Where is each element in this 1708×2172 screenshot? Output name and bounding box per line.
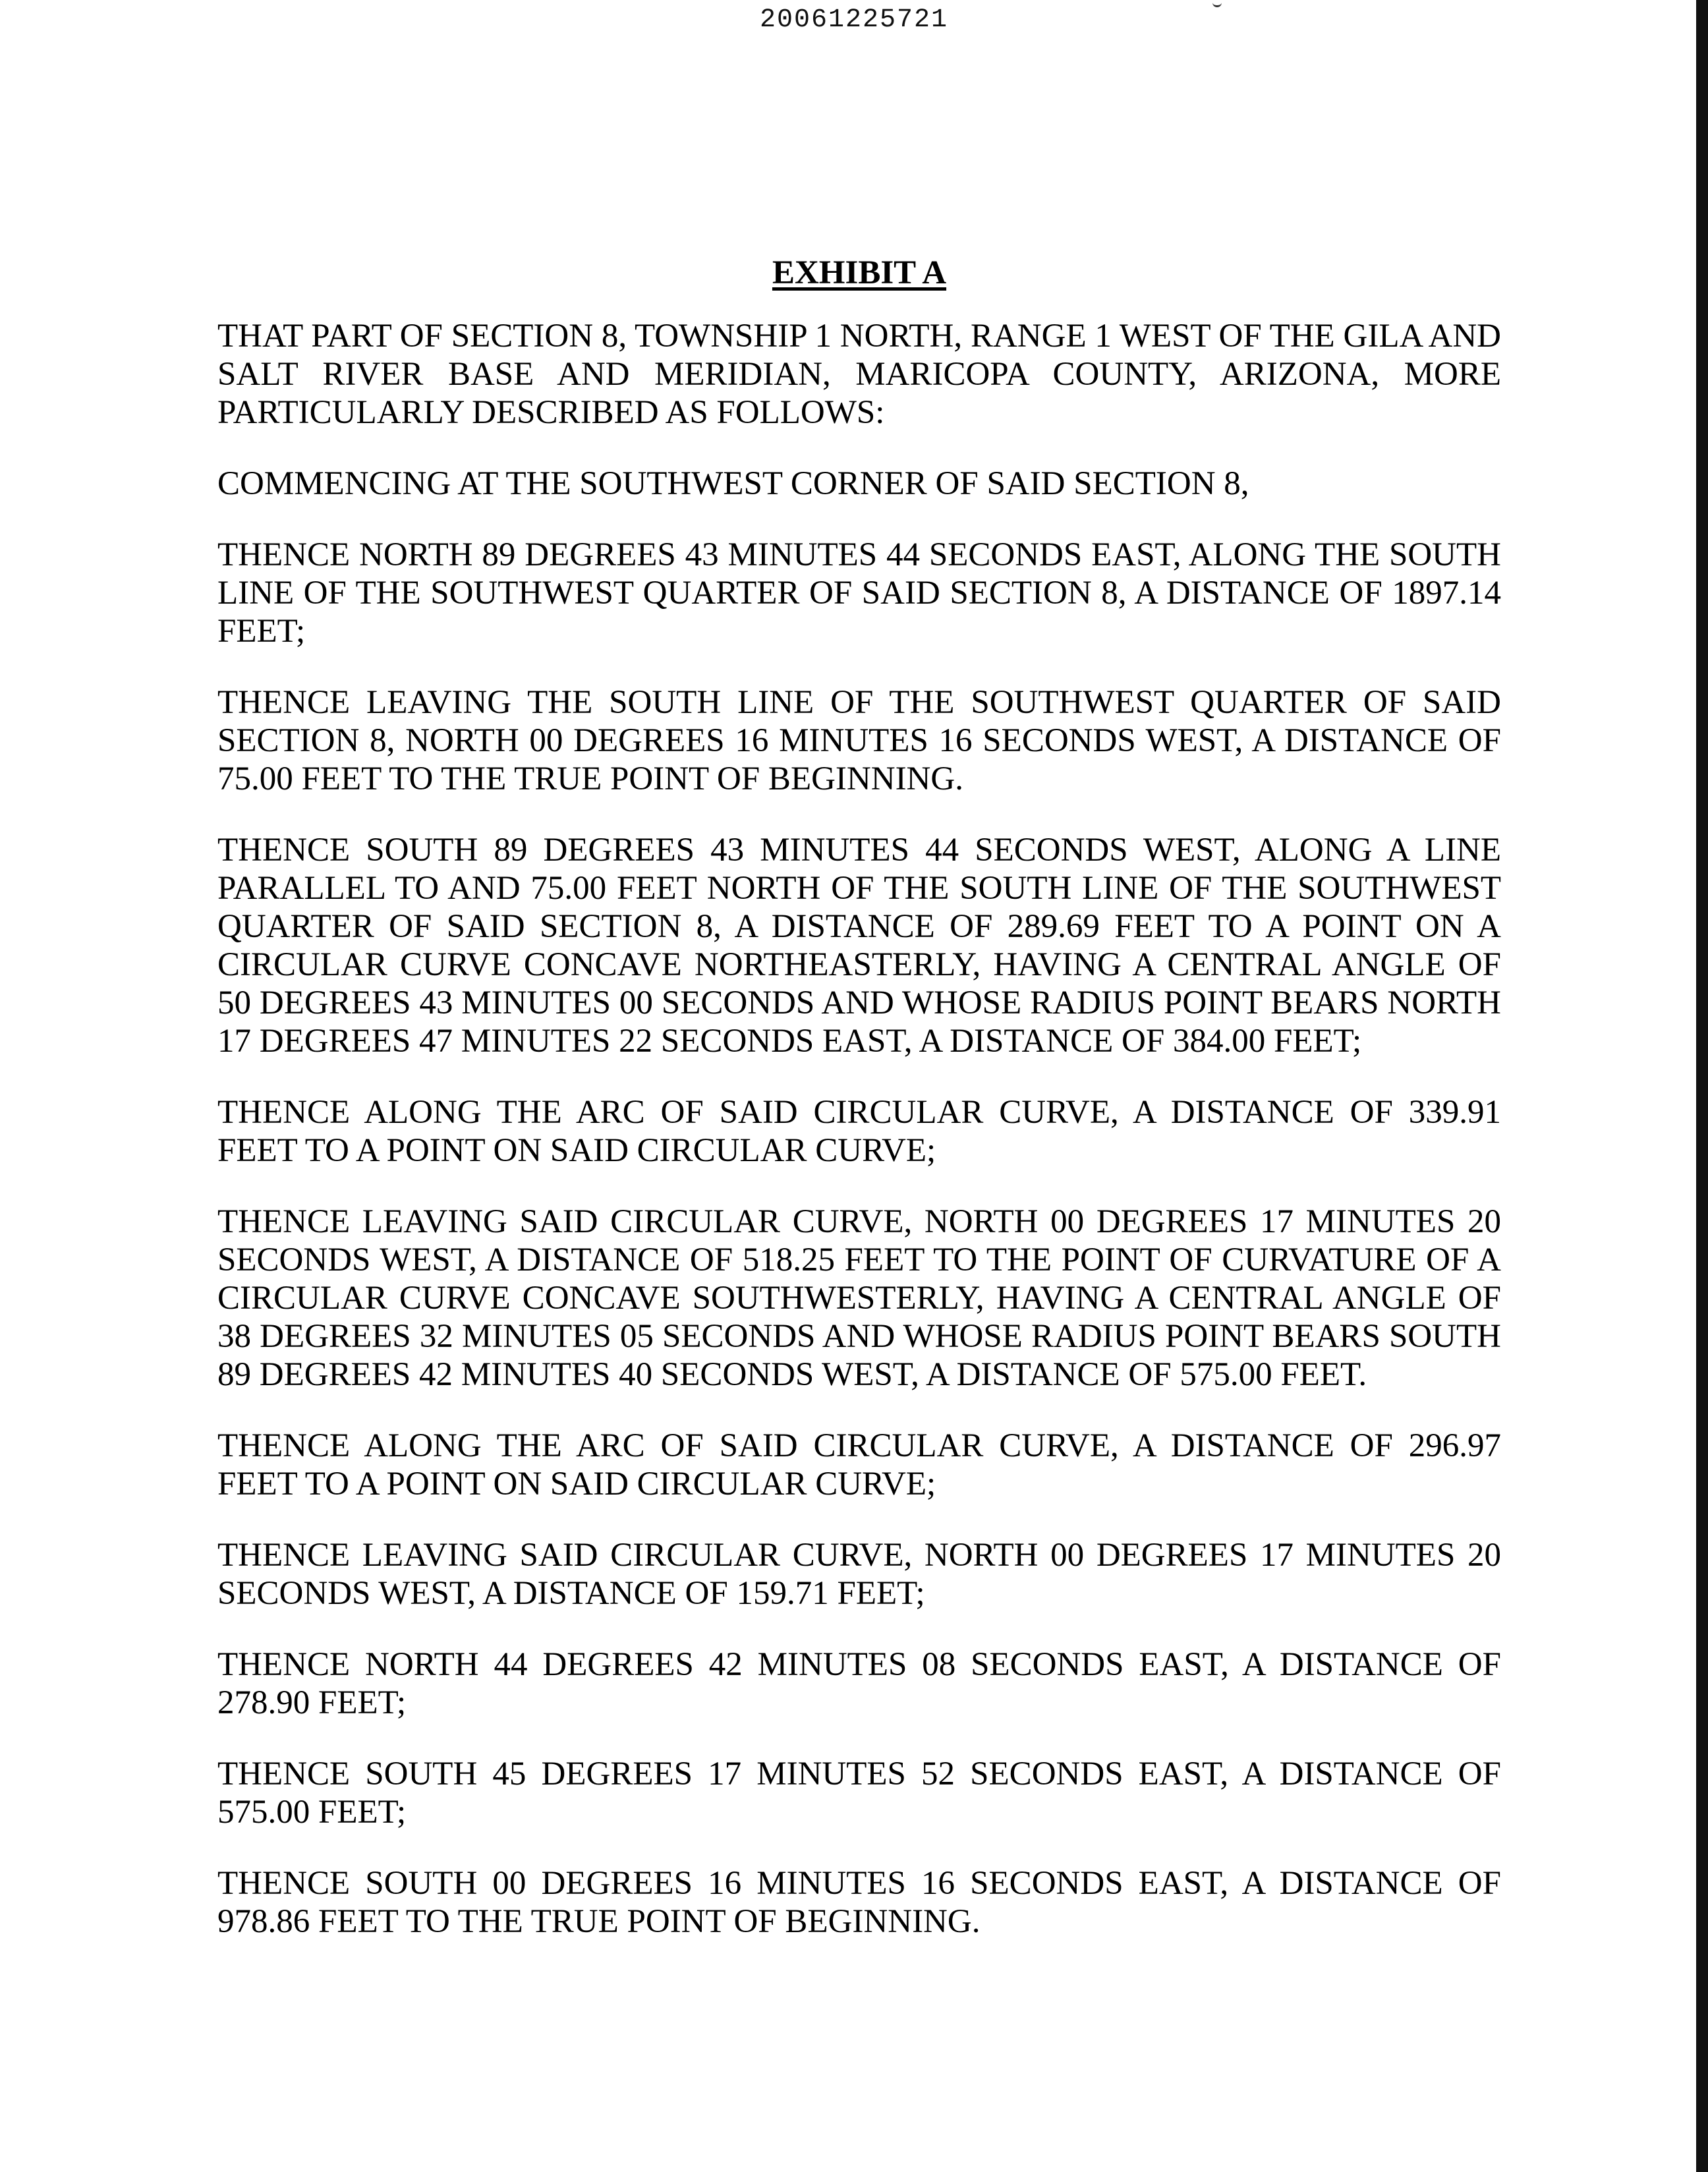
legal-description: [217, 254, 1501, 1974]
paragraph-course-5: THENCE LEAVING SAID CIRCULAR CURVE, NORTH 00 DEGREES 17 MINUTES 20 SECONDS WEST, A DISTANCE OF 518.25 FEET TO THE POINT OF CURVATURE OF A CIRCULAR CURVE CONCAVE SOUTHWESTERLY, HAVING A CENTRAL ANGLE OF 38 DEGREES 32 MINUTES 05 SECONDS AND WHOSE RADIUS POINT BEARS SOUTH 89 DEGREES 42 MINUTES 40 SECONDS WEST, A DISTANCE OF 575.00 FEET.: [217, 1203, 1501, 1393]
paragraph-intro: THAT PART OF SECTION 8, TOWNSHIP 1 NORTH, RANGE 1 WEST OF THE GILA AND SALT RIVER BASE AND MERIDIAN, MARICOPA COUNTY, ARIZONA, MORE PARTICULARLY DESCRIBED AS FOLLOWS:: [217, 318, 1501, 431]
paragraph-course-8: THENCE NORTH 44 DEGREES 42 MINUTES 08 SECONDS EAST, A DISTANCE OF 278.90 FEET;: [217, 1646, 1501, 1721]
scan-edge-border: [1696, 0, 1708, 2172]
paragraph-course-2: THENCE LEAVING THE SOUTH LINE OF THE SOUTHWEST QUARTER OF SAID SECTION 8, NORTH 00 DEGREES 16 MINUTES 16 SECONDS WEST, A DISTANCE OF 75.00 FEET TO THE TRUE POINT OF BEGINNING.: [217, 684, 1501, 797]
paragraph-course-7: THENCE LEAVING SAID CIRCULAR CURVE, NORTH 00 DEGREES 17 MINUTES 20 SECONDS WEST, A DISTANCE OF 159.71 FEET;: [217, 1537, 1501, 1612]
paragraph-course-1: THENCE NORTH 89 DEGREES 43 MINUTES 44 SECONDS EAST, ALONG THE SOUTH LINE OF THE SOUTHWEST QUARTER OF SAID SECTION 8, A DISTANCE OF 1897.14 FEET;: [217, 536, 1501, 650]
paragraph-course-9: THENCE SOUTH 45 DEGREES 17 MINUTES 52 SECONDS EAST, A DISTANCE OF 575.00 FEET;: [217, 1756, 1501, 1831]
paragraph-course-10: THENCE SOUTH 00 DEGREES 16 MINUTES 16 SECONDS EAST, A DISTANCE OF 978.86 FEET TO THE TRUE POINT OF BEGINNING.: [217, 1865, 1501, 1940]
paragraph-commencing: COMMENCING AT THE SOUTHWEST CORNER OF SAID SECTION 8,: [217, 465, 1249, 502]
paragraph-course-3: THENCE SOUTH 89 DEGREES 43 MINUTES 44 SECONDS WEST, ALONG A LINE PARALLEL TO AND 75.00 FEET NORTH OF THE SOUTH LINE OF THE SOUTHWEST QUARTER OF SAID SECTION 8, A DISTANCE OF 289.69 FEET TO A POINT ON A CIRCULAR CURVE CONCAVE NORTHEASTERLY, HAVING A CENTRAL ANGLE OF 50 DEGREES 43 MINUTES 00 SECONDS AND WHOSE RADIUS POINT BEARS NORTH 17 DEGREES 47 MINUTES 22 SECONDS EAST, A DISTANCE OF 384.00 FEET;: [217, 832, 1501, 1060]
paragraph-course-4: THENCE ALONG THE ARC OF SAID CIRCULAR CURVE, A DISTANCE OF 339.91 FEET TO A POINT ON SAID CIRCULAR CURVE;: [217, 1094, 1501, 1169]
paragraph-course-6: THENCE ALONG THE ARC OF SAID CIRCULAR CURVE, A DISTANCE OF 296.97 FEET TO A POINT ON SAID CIRCULAR CURVE;: [217, 1427, 1501, 1502]
exhibit-title: EXHIBIT A: [772, 254, 947, 291]
recording-number: 20061225721: [759, 5, 949, 35]
